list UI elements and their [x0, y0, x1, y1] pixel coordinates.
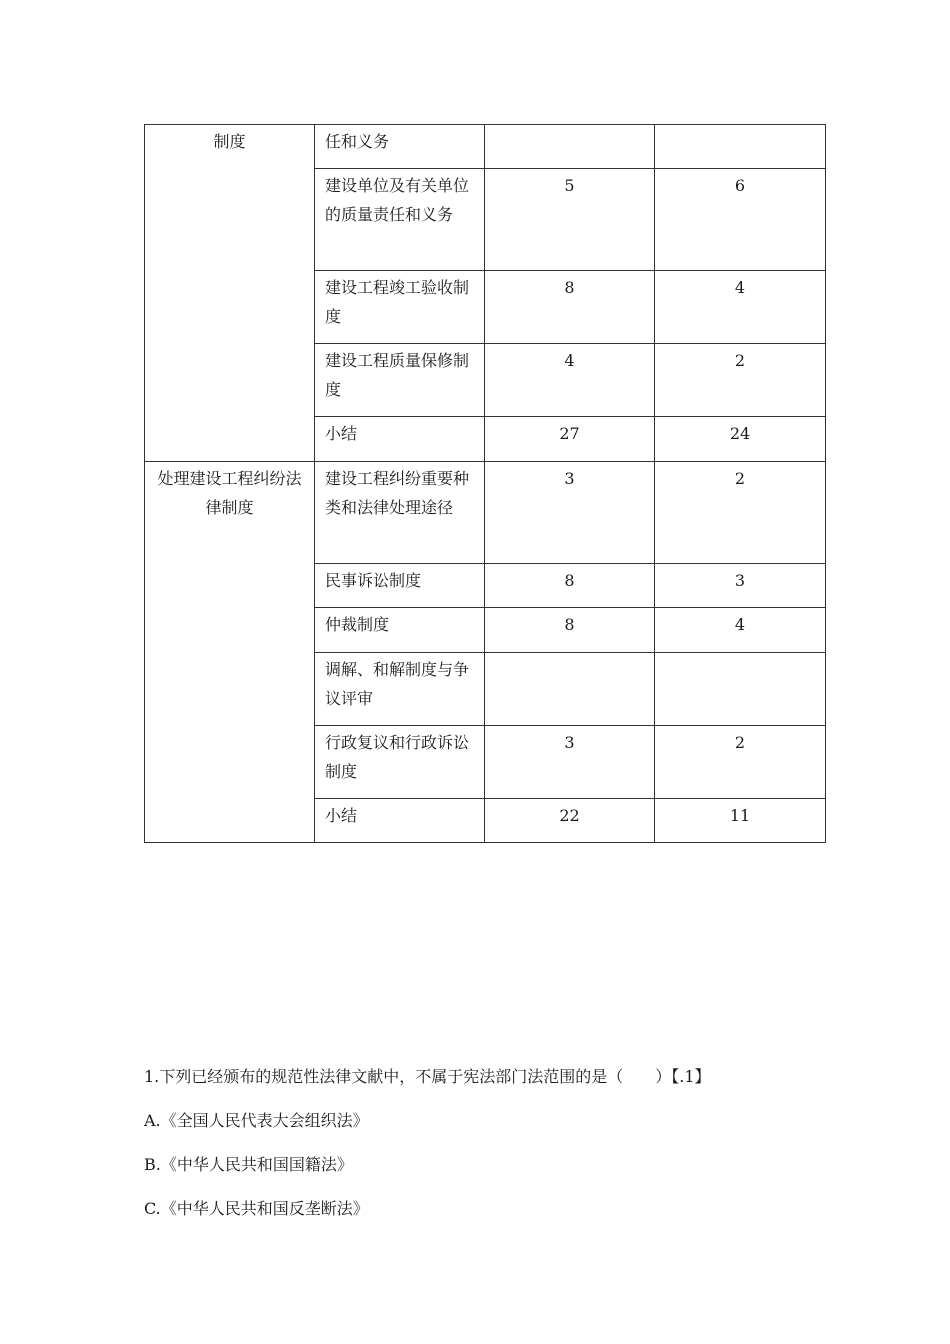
value-cell: 4 — [655, 608, 826, 653]
value-cell: 4 — [655, 271, 826, 344]
table-row — [145, 462, 826, 564]
subtotal-value-cell: 22 — [485, 799, 655, 843]
topic-cell: 任和义务 — [315, 125, 485, 169]
table-row — [145, 125, 826, 169]
topic-cell: 建设单位及有关单位的质量责任和义务 — [315, 169, 485, 271]
topic-cell: 建设工程竣工验收制度 — [315, 271, 485, 344]
topic-cell: 行政复议和行政诉讼制度 — [315, 726, 485, 799]
value-cell — [485, 653, 655, 726]
value-cell: 2 — [655, 344, 826, 417]
value-cell: 8 — [485, 608, 655, 653]
subtotal-value-cell: 11 — [655, 799, 826, 843]
value-cell: 3 — [655, 564, 826, 608]
option-a: A.《全国人民代表大会组织法》 — [144, 1111, 369, 1130]
topic-cell: 调解、和解制度与争议评审 — [315, 653, 485, 726]
value-cell — [655, 653, 826, 726]
subtotal-value-cell: 24 — [655, 417, 826, 462]
subtotal-label-cell: 小结 — [315, 799, 485, 843]
value-cell: 2 — [655, 462, 826, 564]
value-cell: 3 — [485, 726, 655, 799]
option-c: C.《中华人民共和国反垄断法》 — [144, 1199, 369, 1218]
value-cell: 2 — [655, 726, 826, 799]
category-cell: 处理建设工程纠纷法律制度 — [145, 462, 315, 843]
topic-cell: 建设工程质量保修制度 — [315, 344, 485, 417]
topic-cell: 仲裁制度 — [315, 608, 485, 653]
score-table — [144, 124, 826, 843]
subtotal-value-cell: 27 — [485, 417, 655, 462]
category-cell: 制度 — [145, 125, 315, 462]
value-cell: 4 — [485, 344, 655, 417]
value-cell — [655, 125, 826, 169]
value-cell: 3 — [485, 462, 655, 564]
value-cell: 6 — [655, 169, 826, 271]
question-block — [144, 1062, 711, 1238]
topic-cell: 民事诉讼制度 — [315, 564, 485, 608]
value-cell: 8 — [485, 271, 655, 344]
value-cell: 8 — [485, 564, 655, 608]
option-b: B.《中华人民共和国国籍法》 — [144, 1155, 353, 1174]
value-cell: 5 — [485, 169, 655, 271]
question-stem: 1.下列已经颁布的规范性法律文献中，不属于宪法部门法范围的是（ ）【.1】 — [144, 1067, 711, 1086]
value-cell — [485, 125, 655, 169]
subtotal-label-cell: 小结 — [315, 417, 485, 462]
topic-cell: 建设工程纠纷重要种类和法律处理途径 — [315, 462, 485, 564]
